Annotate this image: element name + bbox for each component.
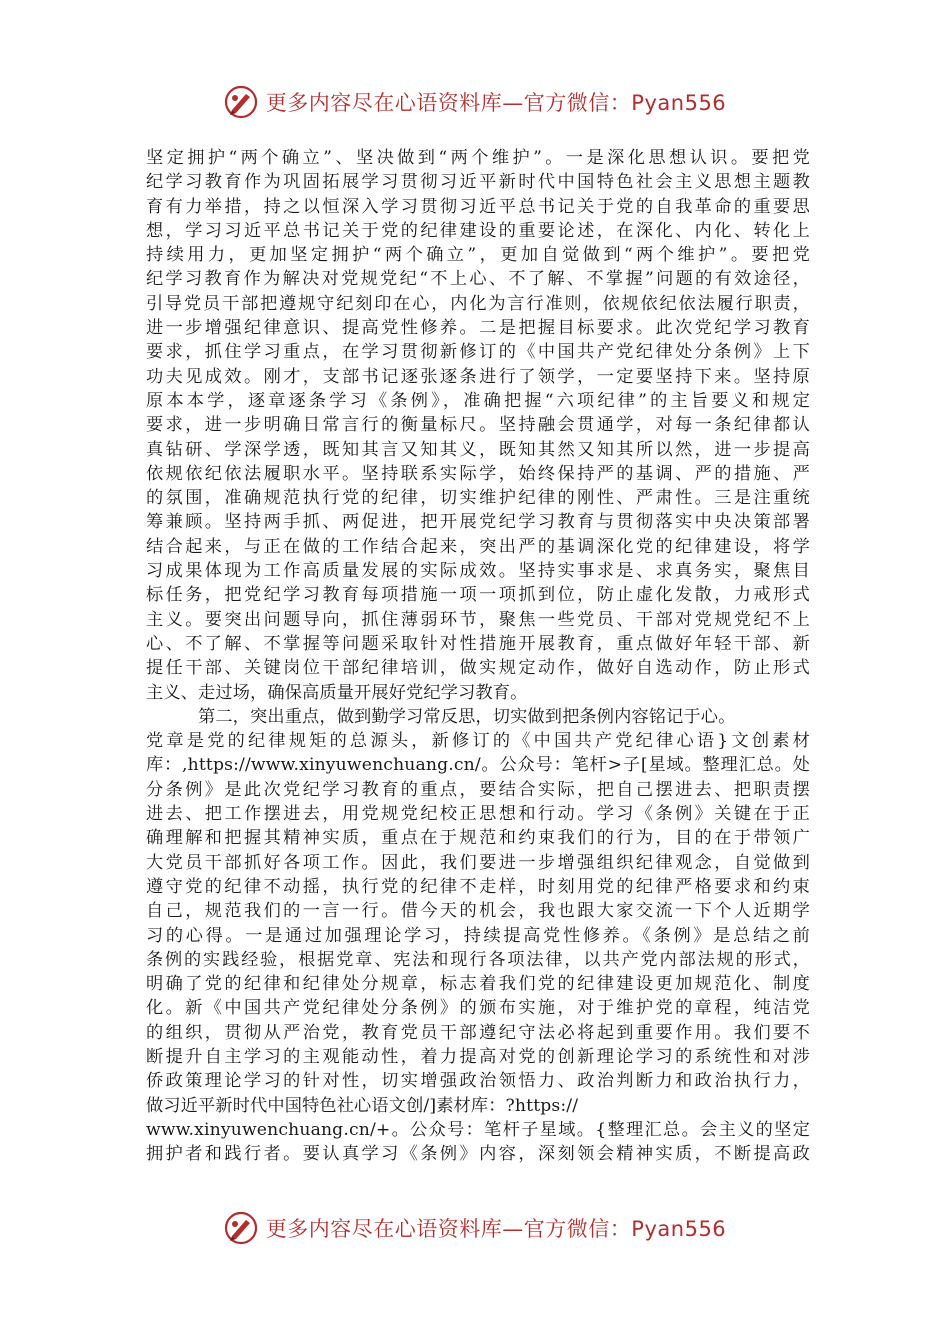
footer-banner-text: 更多内容尽在心语资料库—官方微信：Pyan556 [265, 1217, 727, 1241]
text-line: 条例的实践经验，根据党章、宪法和现行各项法律，以共产党内部法规的形式， [146, 949, 810, 970]
text-line: 功夫见成效。刚才，支部书记逐张逐条进行了领学，一定要坚持下来。坚持原 [146, 366, 810, 387]
text-line: 依规依纪依法履职水平。坚持联系实际学，始终保持严的基调、严的措施、严 [146, 463, 810, 484]
header-banner [0, 82, 950, 122]
text-line: 要求，抓住学习重点，在学习贯彻新修订的《中国共产党纪律处分条例》上下 [146, 342, 810, 363]
text-line: 确理解和把握其精神实质，重点在于规范和约束我们的行为，目的在于带领广 [146, 828, 810, 849]
footer-banner [0, 1208, 950, 1248]
text-line: 遵守党的纪律不动摇，执行党的纪律不走样，时刻用党的纪律严格要求和约束 [146, 876, 810, 897]
text-line: 结合起来，与正在做的工作结合起来，突出严的基调深化党的纪律建设，将学 [146, 536, 810, 557]
text-line: 引导党员干部把遵规守纪刻印在心，内化为言行准则，依规依纪依法履行职责， [146, 293, 810, 314]
text-line: 想，学习习近平总书记关于党的纪律建设的重要论述，在深化、内化、转化上 [146, 220, 810, 241]
text-line: 持续用力，更加坚定拥护“两个确立”，更加自觉做到“两个维护”。要把党 [146, 245, 810, 266]
text-line: 纪学习教育作为解决对党规党纪“不上心、不了解、不掌握”问题的有效途径， [146, 269, 810, 290]
text-line: 纪学习教育作为巩固拓展学习贯彻习近平新时代中国特色社会主义思想主题教 [146, 172, 810, 193]
text-line: 大党员干部抓好各项工作。因此，我们要进一步增强组织纪律观念，自觉做到 [146, 852, 810, 873]
text-line: 做习近平新时代中国特色社心语文创/]素材库：?https:// [146, 1095, 579, 1116]
text-line: 进一步增强纪律意识、提高党性修养。二是把握目标要求。此次党纪学习教育 [146, 318, 810, 339]
text-line: 习成果体现为工作高质量发展的实际成效。坚持实事求是、求真务实，聚焦目 [146, 561, 810, 582]
text-line: 化。新《中国共产党纪律处分条例》的颁布实施，对于维护党的章程，纯洁党 [146, 998, 810, 1019]
text-line: 断提升自主学习的主观能动性，着力提高对党的创新理论学习的系统性和对涉 [146, 1046, 810, 1067]
text-line: www.xinyuwenchuang.cn/+。公众号：笔杆子星域。{整理汇总。会主义的坚定 [146, 1119, 810, 1140]
text-line: 的组织，贯彻从严治党，教育党员干部遵纪守法必将起到重要作用。我们要不 [146, 1022, 810, 1043]
text-line: 明确了党的纪律和纪律处分规章，标志着我们党的纪律建设更加规范化、制度 [146, 974, 810, 995]
text-line: 库：,https://www.xinyuwenchuang.cn/。公众号：笔杆>子[星域。整理汇总。处 [146, 755, 810, 776]
text-line: 主义。要突出问题导向，抓住薄弱环节，聚焦一些党员、干部对党规党纪不上 [146, 609, 810, 630]
text-line: 提任干部、关键岗位干部纪律培训，做实规定动作，做好自选动作，防止形式 [146, 658, 810, 679]
text-line: 党章是党的纪律规矩的总源头，新修订的《中国共产党纪律心语}文创素材 [146, 731, 810, 752]
text-line: 育有力举措，持之以恒深入学习贯彻习近平总书记关于党的自我革命的重要思 [146, 196, 810, 217]
text-line: 习的心得。一是通过加强理论学习，持续提高党性修养。《条例》是总结之前 [146, 925, 810, 946]
text-line: 真钻研、学深学透，既知其言又知其义，既知其然又知其所以然，进一步提高 [146, 439, 810, 460]
section-heading-line: 第二，突出重点，做到勤学习常反思，切实做到把条例内容铭记于心。 [198, 706, 736, 727]
text-line: 分条例》是此次党纪学习教育的重点，要结合实际，把自己摆进去、把职责摆 [146, 779, 810, 800]
text-line: 主义、走过场，确保高质量开展好党纪学习教育。 [146, 682, 528, 703]
pen-logo-icon [224, 85, 258, 119]
text-line: 心、不了解、不掌握等问题采取针对性措施开展教育，重点做好年轻干部、新 [146, 633, 810, 654]
text-line: 自己，规范我们的一言一行。借今天的机会，我也跟大家交流一下个人近期学 [146, 901, 810, 922]
header-banner-text: 更多内容尽在心语资料库—官方微信：Pyan556 [265, 91, 727, 115]
text-line: 筹兼顾。坚持两手抓、两促进，把开展党纪学习教育与贯彻落实中央决策部署 [146, 512, 810, 533]
text-line: 进去、把工作摆进去，用党规党纪校正思想和行动。学习《条例》关键在于正 [146, 804, 810, 825]
text-line: 要求，进一步明确日常言行的衡量标尺。坚持融会贯通学，对每一条纪律都认 [146, 415, 810, 436]
text-line: 的氛围，准确规范执行党的纪律，切实维护纪律的刚性、严肃性。三是注重统 [146, 488, 810, 509]
text-line: 坚定拥护“两个确立”、坚决做到“两个维护”。一是深化思想认识。要把党 [146, 148, 810, 168]
text-line: 原本本学，逐章逐条学习《条例》，准确把握“六项纪律”的主旨要义和规定 [146, 390, 810, 411]
text-line: 拥护者和践行者。要认真学习《条例》内容，深刻领会精神实质，不断提高政 [146, 1144, 810, 1165]
pen-logo-icon [224, 1211, 258, 1245]
text-line: 标任务，把党纪学习教育每项措施一项一项抓到位，防止虚化发散，力戒形式 [146, 585, 810, 606]
text-line: 侨政策理论学习的针对性，切实增强政治领悟力、政治判断力和政治执行力， [146, 1071, 810, 1092]
document-body [146, 146, 810, 1166]
